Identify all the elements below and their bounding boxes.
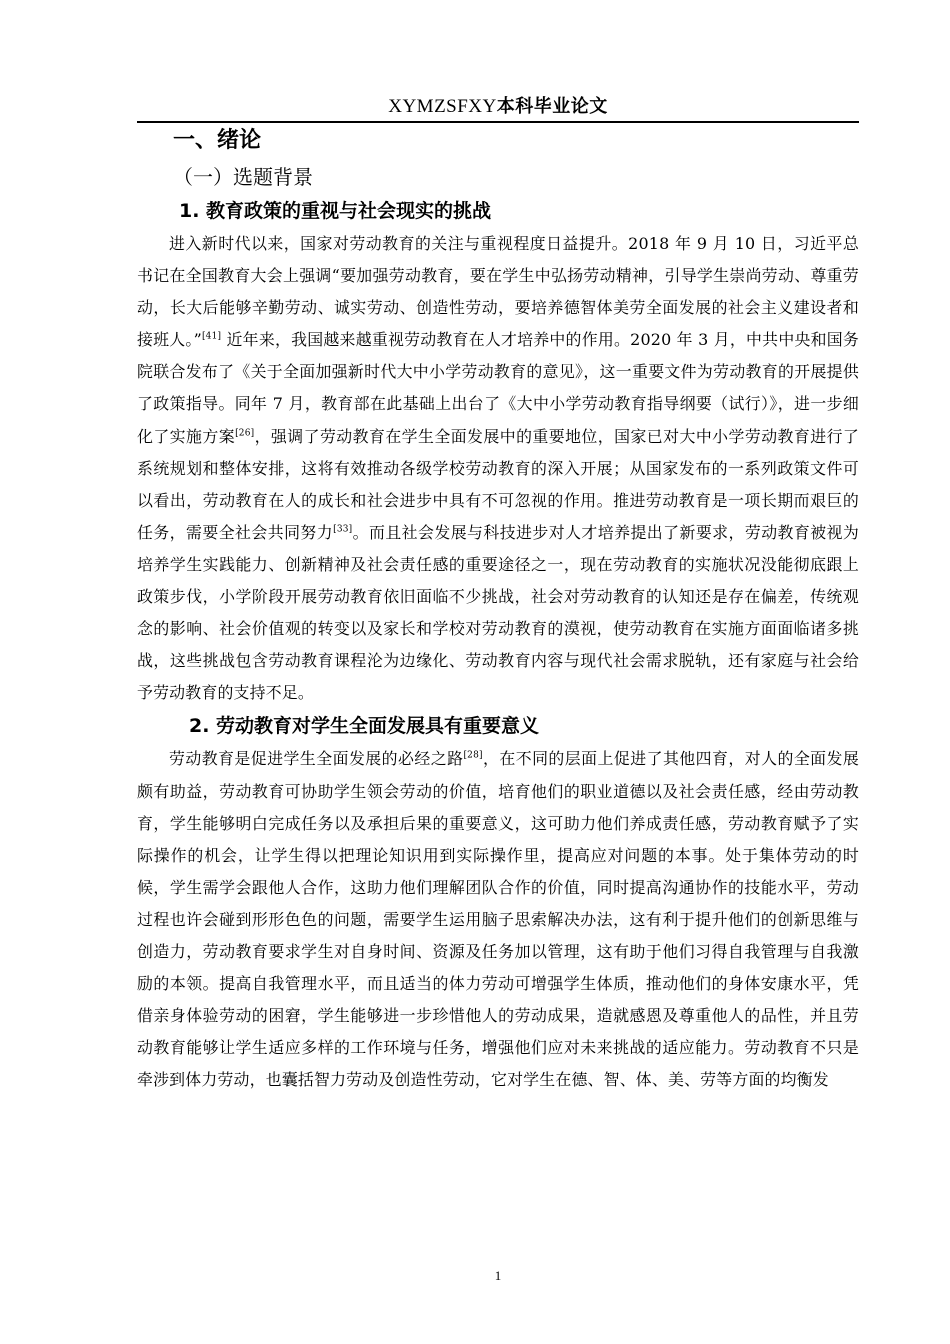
- citation: [28]: [463, 751, 483, 762]
- paragraph-text: ，在不同的层面上促进了其他四育，对人的全面发展颇有助益，劳动教育可协助学生领会劳动的价值，培育他们的职业道德以及社会责任感，经由劳动教育，学生能够明白完成任务以及承担后果的重要意义，这可助力他们养成责任感，劳动教育赋予了实际操作的机会，让学生得以把理论知识用到实际操作里，提高应对问题的本事。处于集体劳动的时候，学生需学会跟他人合作，这助力他们理解团队合作的价值，同时提高沟通协作的技能水平，劳动过程也许会碰到形形色色的问题，需要学生运用脑子思索解决办法，这有利于提升他们的创新思维与创造力，劳动教育要求学生对自身时间、资源及任务加以管理，这有助于他们习得自我管理与自我激励的本领。提高自我管理水平，而且适当的体力劳动可增强学生体质，推动他们的身体安康水平，凭借亲身体验劳动的困窘，学生能够进一步珍惜他人的劳动成果，造就感恩及尊重他人的品性，并且劳动教育能够让学生适应多样的工作环境与任务，增强他们应对未来挑战的适应能力。劳动教育不只是牵涉到体力劳动，也囊括智力劳动及创造性劳动，它对学生在德、智、体、美、劳等方面的均衡发: [137, 749, 859, 1090]
- paragraph-text: 进入新时代以来，国家对劳动教育的关注与重视程度日益提升。2018 年 9 月 10 日，习近平总书记在全国教育大会上强调“要加强劳动教育，要在学生中弘扬劳动精神，引导学生崇尚劳动、尊重劳动，长大后能够辛勤劳动、诚实劳动、创造性劳动，要培养德智体美劳全面发展的社会主义建设者和接班人。”: [137, 234, 859, 350]
- page-body: [137, 122, 859, 1096]
- subsection-title-2: 2. 劳动教育对学生全面发展具有重要意义: [189, 715, 540, 738]
- subsection-title-1: 1. 教育政策的重视与社会现实的挑战: [179, 200, 492, 222]
- section-title: （一）选题背景: [173, 165, 313, 189]
- page-number: 1: [494, 1268, 502, 1283]
- citation: [33]: [333, 524, 353, 535]
- paragraph-text: 。而且社会发展与科技进步对人才培养提出了新要求，劳动教育被视为培养学生实践能力、创新精神及社会责任感的重要途径之一，现在劳动教育的实施状况没能彻底跟上政策步伐，小学阶段开展劳动教育依旧面临不少挑战，社会对劳动教育的认知还是存在偏差，传统观念的影响、社会价值观的转变以及家长和学校对劳动教育的漠视，使劳动教育在实施方面面临诸多挑战，这些挑战包含劳动教育课程沦为边缘化、劳动教育内容与现代社会需求脱轨，还有家庭与社会给予劳动教育的支持不足。: [137, 522, 859, 703]
- page-header: [137, 96, 859, 118]
- paragraph-text: 近年来，我国越来越重视劳动教育在人才培养中的作用。2020 年 3 月，中共中央和国务院联合发布了《关于全面加强新时代大中小学劳动教育的意见》，这一重要文件为劳动教育的开展提供了政策指导。同年 7 月，教育部在此基础上出台了《大中小学劳动教育指导纲要（试行）》，进一步细化了实施方案: [137, 330, 859, 446]
- header-code: XYMZSFXY: [388, 96, 497, 117]
- paragraph-text: ，强调了劳动教育在学生全面发展中的重要地位，国家已对大中小学劳动教育进行了系统规划和整体安排，这将有效推动各级学校劳动教育的深入开展；从国家发布的一系列政策文件可以看出，劳动教育在人的成长和社会进步中具有不可忽视的作用。推进劳动教育是一项长期而艰巨的任务，需要全社会共同努力: [137, 426, 859, 542]
- header-title: 本科毕业论文: [496, 96, 608, 117]
- chapter-title: 一、绪论: [173, 128, 262, 153]
- paragraph-1: [137, 228, 859, 709]
- citation: [26]: [235, 428, 255, 439]
- citation: [41]: [201, 331, 222, 342]
- paragraph-2: [137, 743, 859, 1096]
- paragraph-text: 劳动教育是促进学生全面发展的必经之路: [169, 749, 464, 769]
